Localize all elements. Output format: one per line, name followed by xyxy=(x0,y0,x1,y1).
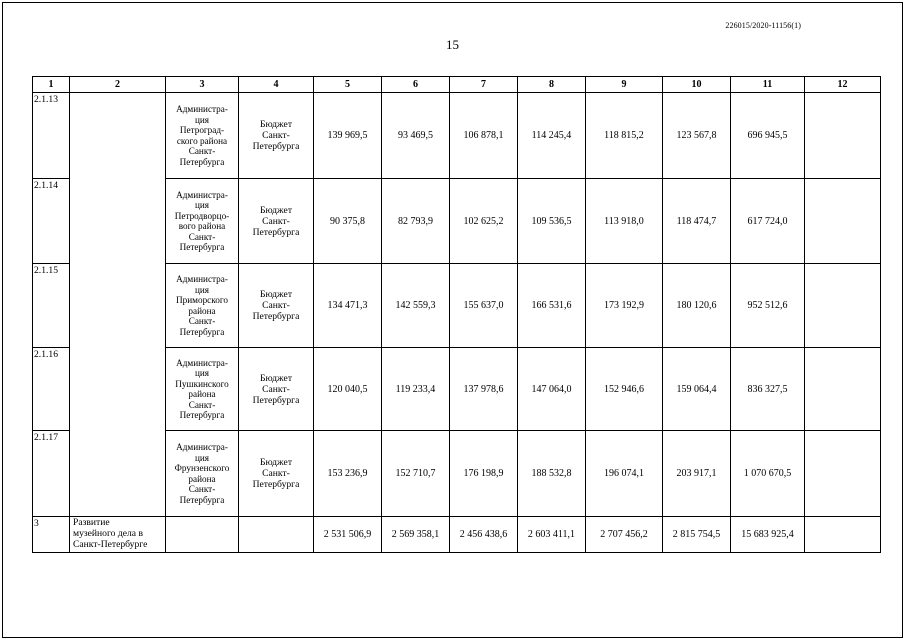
column-header: 7 xyxy=(450,77,518,93)
amount-cell: 203 917,1 xyxy=(663,431,731,517)
summary-row xyxy=(33,517,881,553)
cell-line: Санкт- xyxy=(188,146,216,156)
column-header: 4 xyxy=(239,77,314,93)
funding-source-cell xyxy=(239,348,314,431)
column-header: 1 xyxy=(33,77,70,93)
cell-line: ция xyxy=(194,452,210,463)
row-id: 3 xyxy=(33,517,70,553)
column-header: 3 xyxy=(166,77,239,93)
amount-cell: 137 978,6 xyxy=(450,348,518,431)
cell-line: Администра- xyxy=(176,274,228,284)
cell-line: ция xyxy=(194,200,210,210)
cell-line: ция xyxy=(194,368,210,378)
executor-cell xyxy=(166,179,239,264)
amount-cell: 134 471,3 xyxy=(314,264,382,348)
amount-cell: 118 815,2 xyxy=(586,93,663,179)
amount-cell: 139 969,5 xyxy=(314,93,382,179)
column-header: 2 xyxy=(70,77,166,93)
amount-cell: 102 625,2 xyxy=(450,179,518,264)
amount-cell: 155 637,0 xyxy=(450,264,518,348)
amount-cell: 113 918,0 xyxy=(586,179,663,264)
cell-line: Санкт-Петербурге xyxy=(73,539,148,550)
cell-line: Санкт- xyxy=(262,468,290,479)
cell-line: Бюджет xyxy=(259,119,293,130)
column-header: 10 xyxy=(663,77,731,93)
amount-cell: 152 710,7 xyxy=(382,431,450,517)
cell-line: Администра- xyxy=(176,357,228,368)
row-id: 2.1.17 xyxy=(33,431,70,517)
amount-cell: 114 245,4 xyxy=(518,93,586,179)
amount-cell: 166 531,6 xyxy=(518,264,586,348)
cell-line: Петербурга xyxy=(179,410,225,420)
amount-cell: 180 120,6 xyxy=(663,264,731,348)
page-border-right xyxy=(902,2,903,638)
cell-line: района xyxy=(188,305,216,316)
total-amount-cell: 2 707 456,2 xyxy=(586,517,663,553)
cell-line: района xyxy=(188,473,216,484)
cell-line: Петербурга xyxy=(252,311,300,322)
cell-line: Петербурга xyxy=(252,141,300,152)
cell-line: Администра- xyxy=(176,189,228,200)
cell-line: Бюджет xyxy=(259,204,293,216)
notes-cell xyxy=(805,93,881,179)
cell-line: Санкт- xyxy=(262,300,290,311)
row-id: 2.1.14 xyxy=(33,179,70,264)
total-amount-cell: 2 603 411,1 xyxy=(518,517,586,553)
cell-line: Петродворцо- xyxy=(174,210,230,221)
amount-cell: 109 536,5 xyxy=(518,179,586,264)
row-id: 2.1.16 xyxy=(33,348,70,431)
notes-cell xyxy=(805,348,881,431)
amount-cell: 696 945,5 xyxy=(731,93,805,179)
cell-line: Санкт- xyxy=(262,130,290,141)
amount-cell: 153 236,9 xyxy=(314,431,382,517)
cell-line: Петербурга xyxy=(179,242,225,252)
column-header: 6 xyxy=(382,77,450,93)
amount-cell: 119 233,4 xyxy=(382,348,450,431)
cell-line: Бюджет xyxy=(259,289,293,300)
notes-cell xyxy=(805,179,881,264)
notes-cell xyxy=(805,264,881,348)
cell-line: Бюджет xyxy=(259,457,293,468)
amount-cell: 952 512,6 xyxy=(731,264,805,348)
amount-cell: 93 469,5 xyxy=(382,93,450,179)
budget-table xyxy=(32,76,881,553)
funding-source-cell xyxy=(239,517,314,553)
amount-cell: 123 567,8 xyxy=(663,93,731,179)
amount-cell: 836 327,5 xyxy=(731,348,805,431)
summary-description xyxy=(70,517,166,553)
funding-source-cell xyxy=(239,264,314,348)
amount-cell: 106 878,1 xyxy=(450,93,518,179)
cell-line: Петроград- xyxy=(179,125,225,135)
cell-line: Петербурга xyxy=(252,479,300,490)
cell-line: Петербурга xyxy=(252,226,300,238)
cell-line: Фрунзенского xyxy=(174,463,230,473)
cell-line: ция xyxy=(194,284,210,295)
cell-line: Администра- xyxy=(176,104,228,114)
page-border-left xyxy=(2,2,3,638)
amount-cell: 152 946,6 xyxy=(586,348,663,431)
amount-cell: 118 474,7 xyxy=(663,179,731,264)
amount-cell: 617 724,0 xyxy=(731,179,805,264)
amount-cell: 1 070 670,5 xyxy=(731,431,805,517)
cell-line: Санкт- xyxy=(188,484,216,494)
column-header: 12 xyxy=(805,77,881,93)
cell-line: Санкт- xyxy=(188,399,216,410)
amount-cell: 173 192,9 xyxy=(586,264,663,348)
total-amount-cell: 2 531 506,9 xyxy=(314,517,382,553)
executor-cell xyxy=(166,517,239,553)
cell-line: ция xyxy=(194,114,210,125)
funding-source-cell xyxy=(239,93,314,179)
page-border-bottom xyxy=(2,637,903,638)
executor-cell xyxy=(166,264,239,348)
total-amount-cell: 2 456 438,6 xyxy=(450,517,518,553)
amount-cell: 159 064,4 xyxy=(663,348,731,431)
cell-line: Приморского xyxy=(176,295,228,305)
cell-line: Санкт- xyxy=(188,231,216,242)
cell-line: Петербурга xyxy=(179,156,225,167)
amount-cell: 176 198,9 xyxy=(450,431,518,517)
executor-cell xyxy=(166,93,239,179)
total-amount-cell: 15 683 925,4 xyxy=(731,517,805,553)
notes-cell xyxy=(805,517,881,553)
column-header: 8 xyxy=(518,77,586,93)
merged-description-cell xyxy=(70,93,166,517)
cell-line: музейного дела в xyxy=(73,528,143,539)
amount-cell: 82 793,9 xyxy=(382,179,450,264)
document-id: 226015/2020-11156(1) xyxy=(725,21,801,30)
amount-cell: 90 375,8 xyxy=(314,179,382,264)
table-row xyxy=(33,93,881,179)
amount-cell: 147 064,0 xyxy=(518,348,586,431)
cell-line: Петербурга xyxy=(179,494,225,505)
cell-line: вого района xyxy=(178,221,226,231)
cell-line: Бюджет xyxy=(259,372,293,384)
cell-line: Петербурга xyxy=(179,326,225,337)
cell-line: Санкт- xyxy=(188,316,216,326)
cell-line: Санкт- xyxy=(262,215,290,227)
amount-cell: 188 532,8 xyxy=(518,431,586,517)
amount-cell: 120 040,5 xyxy=(314,348,382,431)
row-id: 2.1.15 xyxy=(33,264,70,348)
executor-cell xyxy=(166,348,239,431)
cell-line: Пушкинского xyxy=(175,378,229,389)
cell-line: Развитие xyxy=(73,517,110,528)
funding-source-cell xyxy=(239,179,314,264)
amount-cell: 196 074,1 xyxy=(586,431,663,517)
amount-cell: 142 559,3 xyxy=(382,264,450,348)
cell-line: Петербурга xyxy=(252,394,300,406)
total-amount-cell: 2 815 754,5 xyxy=(663,517,731,553)
notes-cell xyxy=(805,431,881,517)
funding-source-cell xyxy=(239,431,314,517)
page-number: 15 xyxy=(446,37,459,52)
page-border-top xyxy=(2,2,903,3)
cell-line: Администра- xyxy=(176,442,228,452)
column-number-row xyxy=(33,77,881,93)
executor-cell xyxy=(166,431,239,517)
total-amount-cell: 2 569 358,1 xyxy=(382,517,450,553)
column-header: 5 xyxy=(314,77,382,93)
cell-line: района xyxy=(188,389,216,399)
cell-line: Санкт- xyxy=(262,383,290,395)
column-header: 11 xyxy=(731,77,805,93)
cell-line: ского района xyxy=(176,135,228,146)
row-id: 2.1.13 xyxy=(33,93,70,179)
column-header: 9 xyxy=(586,77,663,93)
